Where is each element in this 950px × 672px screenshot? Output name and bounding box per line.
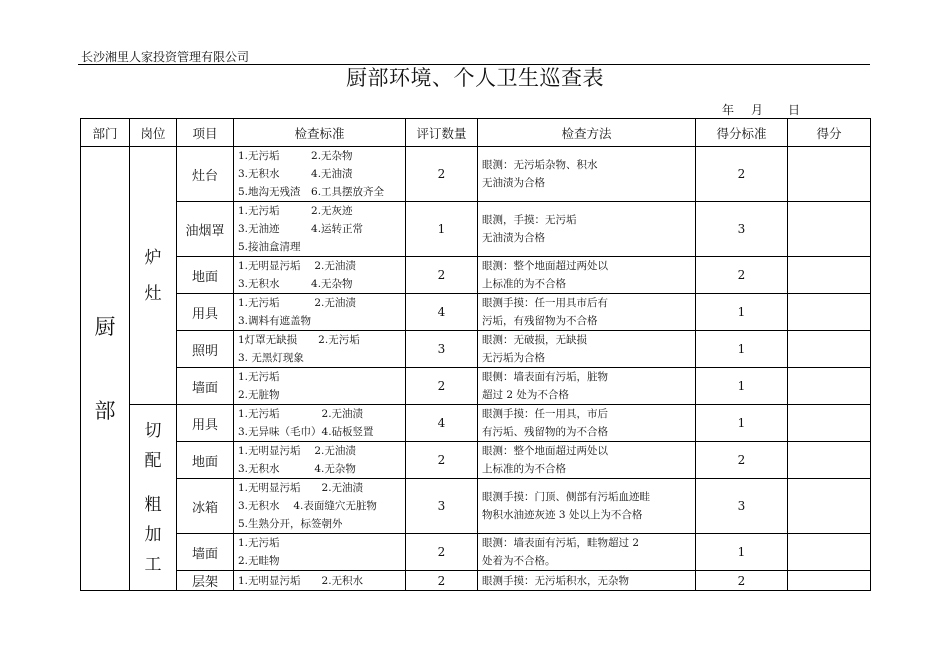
standard-line: 1.无污垢 2.无油渍 [238,297,356,309]
standard-line: 1.无明显污垢 2.无积水 [238,574,364,587]
method-cell [478,534,696,571]
score-cell [788,442,871,479]
method-line: 上标准的为不合格 [482,463,566,475]
post-char: 工 [144,554,162,575]
score-standard-cell: 2 [696,571,788,591]
standard-line: 3.无积水 4.表面缝穴无脏物 [238,500,377,512]
item-cell: 墙面 [177,534,234,571]
method-cell [478,405,696,442]
standard-cell [234,368,406,405]
column-header: 检查方法 [478,119,696,147]
standard-line: 2.无脏物 [238,389,280,401]
method-cell [478,368,696,405]
post-cell [130,405,177,591]
score-cell [788,405,871,442]
score-cell [788,294,871,331]
column-header: 项目 [177,119,234,147]
method-line: 有污垢、残留物的为不合格 [482,426,608,438]
item-cell: 地面 [177,257,234,294]
column-header: 岗位 [130,119,177,147]
standard-cell [234,202,406,257]
standard-cell [234,294,406,331]
standard-cell [234,534,406,571]
standard-line: 3.调料有遮盖物 [238,315,312,327]
standard-cell [234,147,406,202]
count-cell: 2 [406,368,478,405]
count-cell: 2 [406,571,478,591]
table-row [81,571,871,591]
standard-line: 1.无污垢 2.无油渍 [238,408,364,420]
method-line: 眼测：整个地面超过两处以 [482,445,608,457]
department-cell [81,147,130,591]
standard-cell [234,257,406,294]
score-cell [788,331,871,368]
method-line: 眼侧：墙表面有污垢，脏物 [482,371,608,383]
method-cell [478,479,696,534]
column-header: 检查标准 [234,119,406,147]
item-cell: 墙面 [177,368,234,405]
table-row [81,368,871,405]
score-cell [788,257,871,294]
standard-line: 1.无污垢 2.无杂物 [238,150,353,162]
method-cell [478,147,696,202]
method-cell [478,571,696,591]
post-cell [130,147,177,405]
score-standard-cell: 1 [696,294,788,331]
score-standard-cell: 2 [696,442,788,479]
standard-line: 3.无积水 4.无油渍 [238,168,353,180]
method-line: 无污垢为合格 [482,352,545,364]
method-line: 无油渍为合格 [482,177,545,189]
company-name: 长沙湘里人家投资管理有限公司 [81,50,250,64]
method-line: 眼测，手摸：无污垢 [482,214,577,226]
score-standard-cell: 1 [696,405,788,442]
score-cell [788,534,871,571]
standard-cell [234,442,406,479]
method-cell [478,257,696,294]
method-line: 眼测手摸：任一用具市后有 [482,297,608,309]
score-cell [788,479,871,534]
method-line: 眼测：无破损，无缺损 [482,334,587,346]
table-row [81,442,871,479]
standard-line: 2.无畦物 [238,555,280,567]
post-char: 粗 [144,494,162,515]
standard-line: 3.无积水 4.无杂物 [238,463,356,475]
post-char: 加 [144,524,162,545]
score-cell [788,571,871,591]
item-cell: 用具 [177,405,234,442]
item-cell: 油烟罩 [177,202,234,257]
column-header: 得分 [788,119,871,147]
department-char: 部 [94,398,116,423]
table-row [81,479,871,534]
method-line: 眼测手摸：门顶、侧部有污垢血迹畦 [482,491,650,503]
standard-cell [234,479,406,534]
post-char: 配 [144,450,162,471]
column-header: 得分标准 [696,119,788,147]
item-cell: 层架 [177,571,234,591]
method-line: 眼测：无污垢杂物、积水 [482,159,598,171]
standard-line: 3.无油迹 4.运转正常 [238,223,364,235]
standard-line: 3. 无黑灯现象 [238,352,304,364]
method-line: 污垢，有残留物为不合格 [482,315,598,327]
column-header: 评订数量 [406,119,478,147]
score-standard-cell: 1 [696,331,788,368]
standard-line: 1.无污垢 [238,371,280,383]
table-row [81,202,871,257]
standard-line: 5.接油盒清理 [238,241,301,253]
page-title: 厨部环境、个人卫生巡查表 [346,66,604,90]
count-cell: 2 [406,147,478,202]
score-cell [788,368,871,405]
score-standard-cell: 2 [696,257,788,294]
table-row [81,294,871,331]
count-cell: 1 [406,202,478,257]
count-cell: 3 [406,479,478,534]
method-cell [478,202,696,257]
column-header: 部门 [81,119,130,147]
standard-line: 1.无明显污垢 2.无油渍 [238,445,356,457]
count-cell: 2 [406,442,478,479]
table-header-row [81,119,871,147]
standard-line: 5.地沟无残渣 6.工具摆放齐全 [238,186,385,198]
standard-line: 1.无明显污垢 2.无油渍 [238,260,356,272]
post-char: 炉 [144,247,162,268]
standard-line: 1.无污垢 [238,537,280,549]
standard-line: 1.无污垢 2.无灰迹 [238,205,353,217]
standard-line: 3.无积水 4.无杂物 [238,278,353,290]
date-day-label: 日 [788,103,801,117]
item-cell: 用具 [177,294,234,331]
method-line: 无油渍为合格 [482,232,545,244]
date-year-label: 年 [722,103,735,117]
item-cell: 冰箱 [177,479,234,534]
method-line: 眼测手摸：无污垢积水，无杂物 [482,574,629,587]
post-char: 切 [144,420,162,441]
inspection-table [80,118,871,591]
count-cell: 4 [406,294,478,331]
score-standard-cell: 2 [696,147,788,202]
table-row [81,534,871,571]
method-cell [478,294,696,331]
standard-cell [234,331,406,368]
table-row [81,405,871,442]
method-cell [478,331,696,368]
score-standard-cell: 1 [696,368,788,405]
date-month-label: 月 [751,103,764,117]
score-cell [788,202,871,257]
method-line: 处着为不合格。 [482,555,556,567]
method-line: 超过 2 处为不合格 [482,389,569,401]
count-cell: 2 [406,257,478,294]
score-cell [788,147,871,202]
table-row [81,257,871,294]
standard-line: 1灯罩无缺损 2.无污垢 [238,334,360,346]
item-cell: 照明 [177,331,234,368]
method-line: 眼测：墙表面有污垢，畦物超过 2 [482,537,640,549]
table-row [81,331,871,368]
table-row [81,147,871,202]
score-standard-cell: 3 [696,479,788,534]
standard-line: 5.生熟分开，标签朝外 [238,518,343,530]
score-standard-cell: 1 [696,534,788,571]
item-cell: 地面 [177,442,234,479]
item-cell: 灶台 [177,147,234,202]
department-char: 厨 [94,314,116,339]
standard-cell [234,571,406,591]
post-char: 灶 [144,283,162,304]
count-cell: 2 [406,534,478,571]
method-line: 上标准的为不合格 [482,278,566,290]
method-line: 眼测：整个地面超过两处以 [482,260,608,272]
standard-line: 1.无明显污垢 2.无油渍 [238,482,364,494]
count-cell: 4 [406,405,478,442]
method-cell [478,442,696,479]
count-cell: 3 [406,331,478,368]
method-line: 眼测手摸：任一用具，市后 [482,408,608,420]
method-line: 物积水油迹灰迹 3 处以上为不合格 [482,509,643,521]
standard-line: 3.无异味（毛巾）4.砧板竖置 [238,426,374,438]
standard-cell [234,405,406,442]
score-standard-cell: 3 [696,202,788,257]
